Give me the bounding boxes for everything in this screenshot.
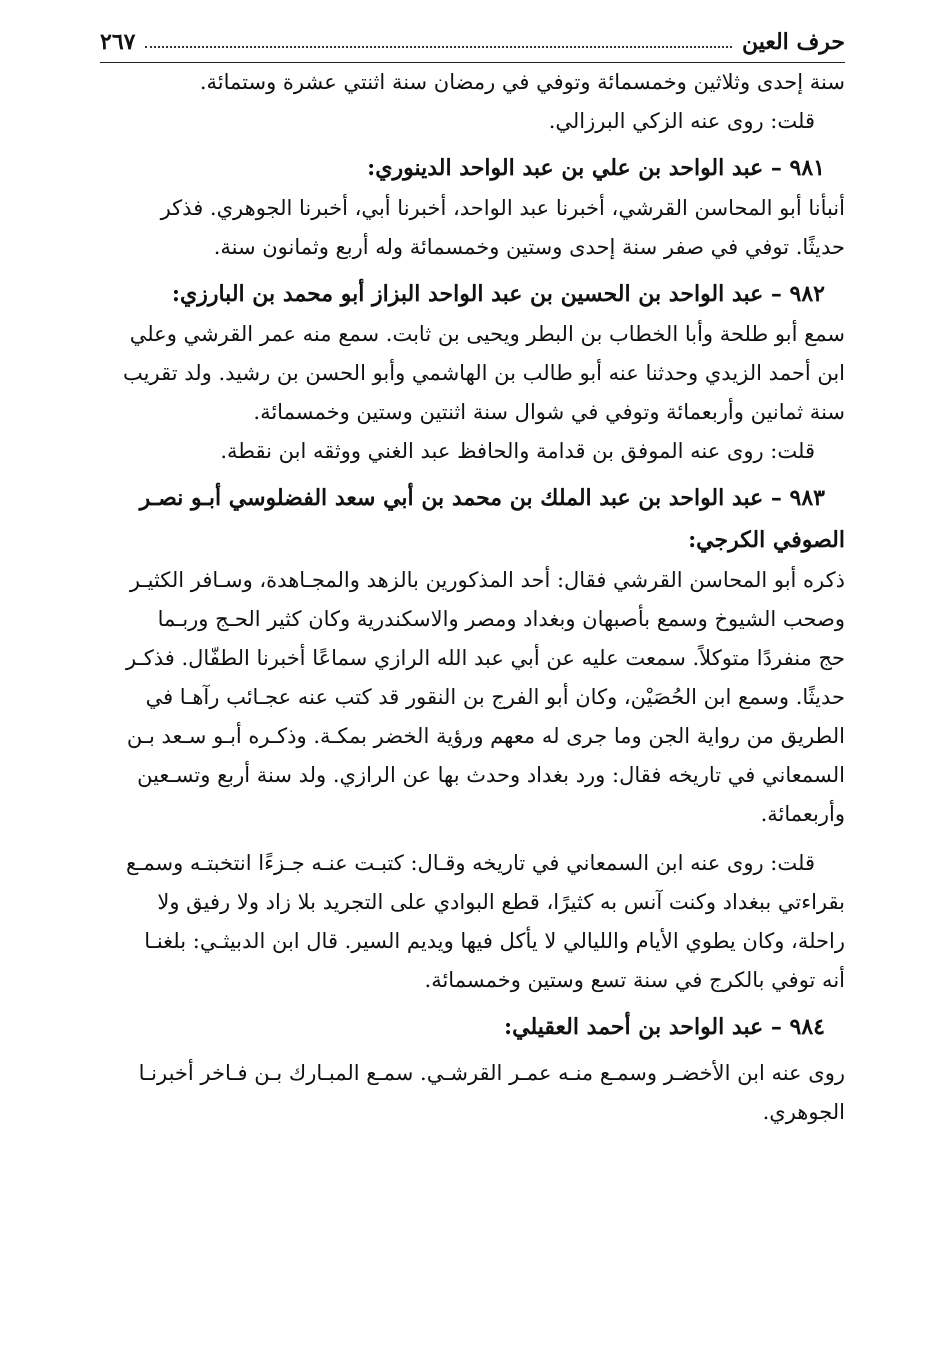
- body-line: روى عنه ابن الأخضـر وسمـع منـه عمـر القرشـي. سمـع المبـارك بـن فـاخر أخبرنـا: [138, 1061, 845, 1085]
- body-line: ذكره أبو المحاسن القرشي فقال: أحد المذكورين بالزهد والمجـاهدة، وسـافر الكثيـر: [129, 568, 845, 592]
- note-paragraph: قلت: روى عنه الموفق بن قدامة والحافظ عبد الغني ووثقه ابن نقطة.: [220, 439, 815, 463]
- note-paragraph: قلت: روى عنه الزكي البرزالي.: [548, 109, 815, 133]
- body-line: أنبأنا أبو المحاسن القرشي، أخبرنا عبد الواحد، أخبرنا أبي، أخبرنا الجوهري. فذكر: [160, 196, 845, 220]
- body-line: حج منفردًا متوكلاً. سمعت عليه عن أبي عبد الله الرازي سماعًا أخبرنا الطفّال. فذكـر: [125, 646, 845, 670]
- body-line: سنة ثمانين وأربعمائة وتوفي في شوال سنة اثنتين وستين وخمسمائة.: [253, 400, 845, 424]
- note-line: أنه توفي بالكرج في سنة تسع وستين وخمسمائة.: [424, 968, 845, 992]
- body-line: الطريق من رواية الجن وما جرى له معهم ورؤية الخضر بمكـة. وذكـره أبـو سـعد بـن: [126, 724, 845, 748]
- body-line: حديثًا. توفي في صفر سنة إحدى وستين وخمسمائة وله أربع وثمانون سنة.: [213, 235, 845, 259]
- dot-leader: [145, 46, 732, 48]
- entry-heading-981: ٩٨١ – عبد الواحد بن علي بن عبد الواحد الدينوري:: [367, 155, 825, 181]
- note-line: بقراءتي ببغداد وكنت آنس به كثيرًا، قطع البوادي على التجريد بلا زاد ولا رفيق ولا: [157, 890, 845, 914]
- body-line: حديثًا. وسمع ابن الحُصَيْن، وكان أبو الفرج بن النقور قد كتب عنه عجـائب رآهـا في: [145, 685, 845, 709]
- body-line: السمعاني في تاريخه فقال: ورد بغداد وحدث بها عن الرازي. ولد سنة أربع وتسـعين: [137, 763, 845, 787]
- entry-heading-982: ٩٨٢ – عبد الواحد بن الحسين بن عبد الواحد البزاز أبو محمد بن البارزي:: [171, 281, 825, 307]
- entry-heading-983: ٩٨٣ – عبد الواحد بن عبد الملك بن محمد بن أبي سعد الفضلوسي أبـو نصـر: [139, 485, 825, 511]
- body-line: الجوهري.: [762, 1100, 845, 1124]
- body-line: وصحب الشيوخ وسمع بأصبهان وبغداد ومصر والاسكندرية وكان كثير الحـج وربـما: [157, 607, 845, 631]
- page-number: ٢٦٧: [100, 29, 136, 55]
- entry-heading-984: ٩٨٤ – عبد الواحد بن أحمد العقيلي:: [504, 1014, 825, 1040]
- note-line: قلت: روى عنه ابن السمعاني في تاريخه وقـال: كتبـت عنـه جـزءًا انتخبتـه وسمـع: [126, 851, 815, 875]
- note-line: راحلة، وكان يطوي الأيام والليالي لا يأكل فيها ويديم السير. قال ابن الدبيثـي: بلغنـا: [144, 929, 845, 953]
- running-header: [100, 22, 845, 63]
- entry-heading-983-cont: الصوفي الكرجي:: [688, 527, 845, 553]
- body-line: وأربعمائة.: [760, 802, 845, 826]
- body-line: ابن أحمد الزيدي وحدثنا عنه أبو طالب بن الهاشمي وأبو الحسن بن رشيد. ولد تقريب: [123, 361, 845, 385]
- chapter-title: حرف العين: [741, 29, 845, 55]
- body-line: سمع أبو طلحة وأبا الخطاب بن البطر ويحيى بن ثابت. سمع منه عمر القرشي وعلي: [129, 322, 845, 346]
- body-line: سنة إحدى وثلاثين وخمسمائة وتوفي في رمضان سنة اثنتي عشرة وستمائة.: [199, 70, 845, 94]
